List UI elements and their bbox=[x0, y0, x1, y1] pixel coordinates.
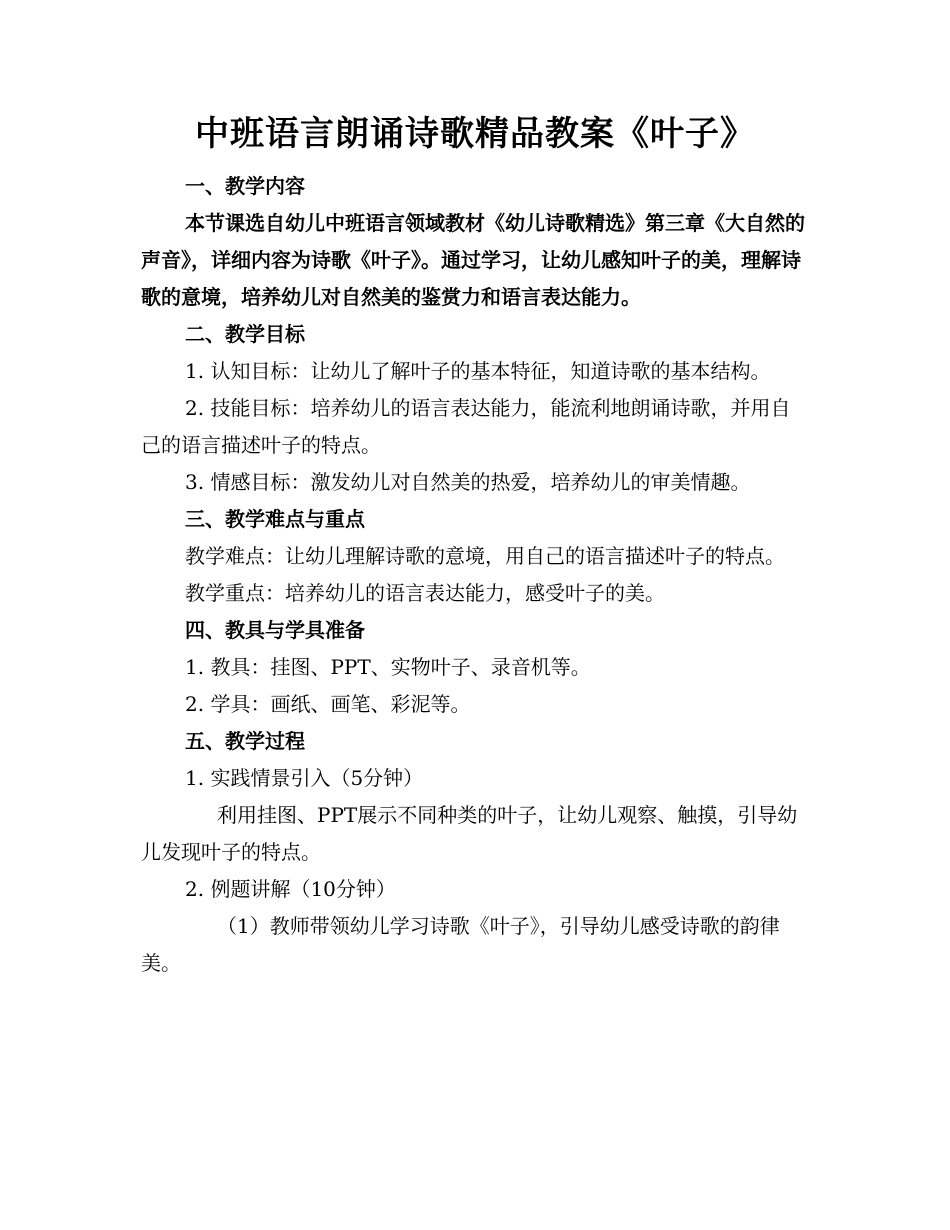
goal-item-skill: 2. 技能目标：培养幼儿的语言表达能力，能流利地朗诵诗歌，并用自己的语言描述叶子的特点。 bbox=[141, 396, 791, 457]
section-heading-teaching-goals: 二、教学目标 bbox=[185, 322, 305, 346]
section-heading-teaching-content: 一、教学内容 bbox=[185, 174, 305, 198]
section-heading-materials: 四、教具与学具准备 bbox=[185, 618, 365, 642]
process-step-1-body: 利用挂图、PPT展示不同种类的叶子，让幼儿观察、触摸，引导幼儿发现叶子的特点。 bbox=[141, 803, 798, 864]
document-body bbox=[141, 168, 809, 982]
goal-item-emotion: 3. 情感目标：激发幼儿对自然美的热爱，培养幼儿的审美情趣。 bbox=[185, 470, 751, 494]
process-step-2-body: （1）教师带领幼儿学习诗歌《叶子》，引导幼儿感受诗歌的韵律美。 bbox=[141, 914, 780, 975]
materials-student: 2. 学具：画纸、画笔、彩泥等。 bbox=[185, 692, 471, 716]
teaching-difficulty: 教学难点：让幼儿理解诗歌的意境，用自己的语言描述叶子的特点。 bbox=[185, 544, 785, 568]
teaching-content-paragraph: 本节课选自幼儿中班语言领域教材《幼儿诗歌精选》第三章《大自然的声音》，详细内容为诗歌《叶子》。通过学习，让幼儿感知叶子的美，理解诗歌的意境，培养幼儿对自然美的鉴赏力和语言表达能力。 bbox=[141, 211, 805, 309]
document-title: 中班语言朗诵诗歌精品教案《叶子》 bbox=[195, 114, 755, 154]
section-heading-process: 五、教学过程 bbox=[185, 729, 305, 753]
process-step-1-title: 1. 实践情景引入（5分钟） bbox=[185, 766, 424, 790]
goal-item-cognitive: 1. 认知目标：让幼儿了解叶子的基本特征，知道诗歌的基本结构。 bbox=[185, 359, 771, 383]
teaching-focus: 教学重点：培养幼儿的语言表达能力，感受叶子的美。 bbox=[185, 581, 665, 605]
materials-teacher: 1. 教具：挂图、PPT、实物叶子、录音机等。 bbox=[185, 655, 591, 679]
process-step-2-title: 2. 例题讲解（10分钟） bbox=[185, 877, 396, 901]
section-heading-difficulties-focus: 三、教学难点与重点 bbox=[185, 507, 365, 531]
